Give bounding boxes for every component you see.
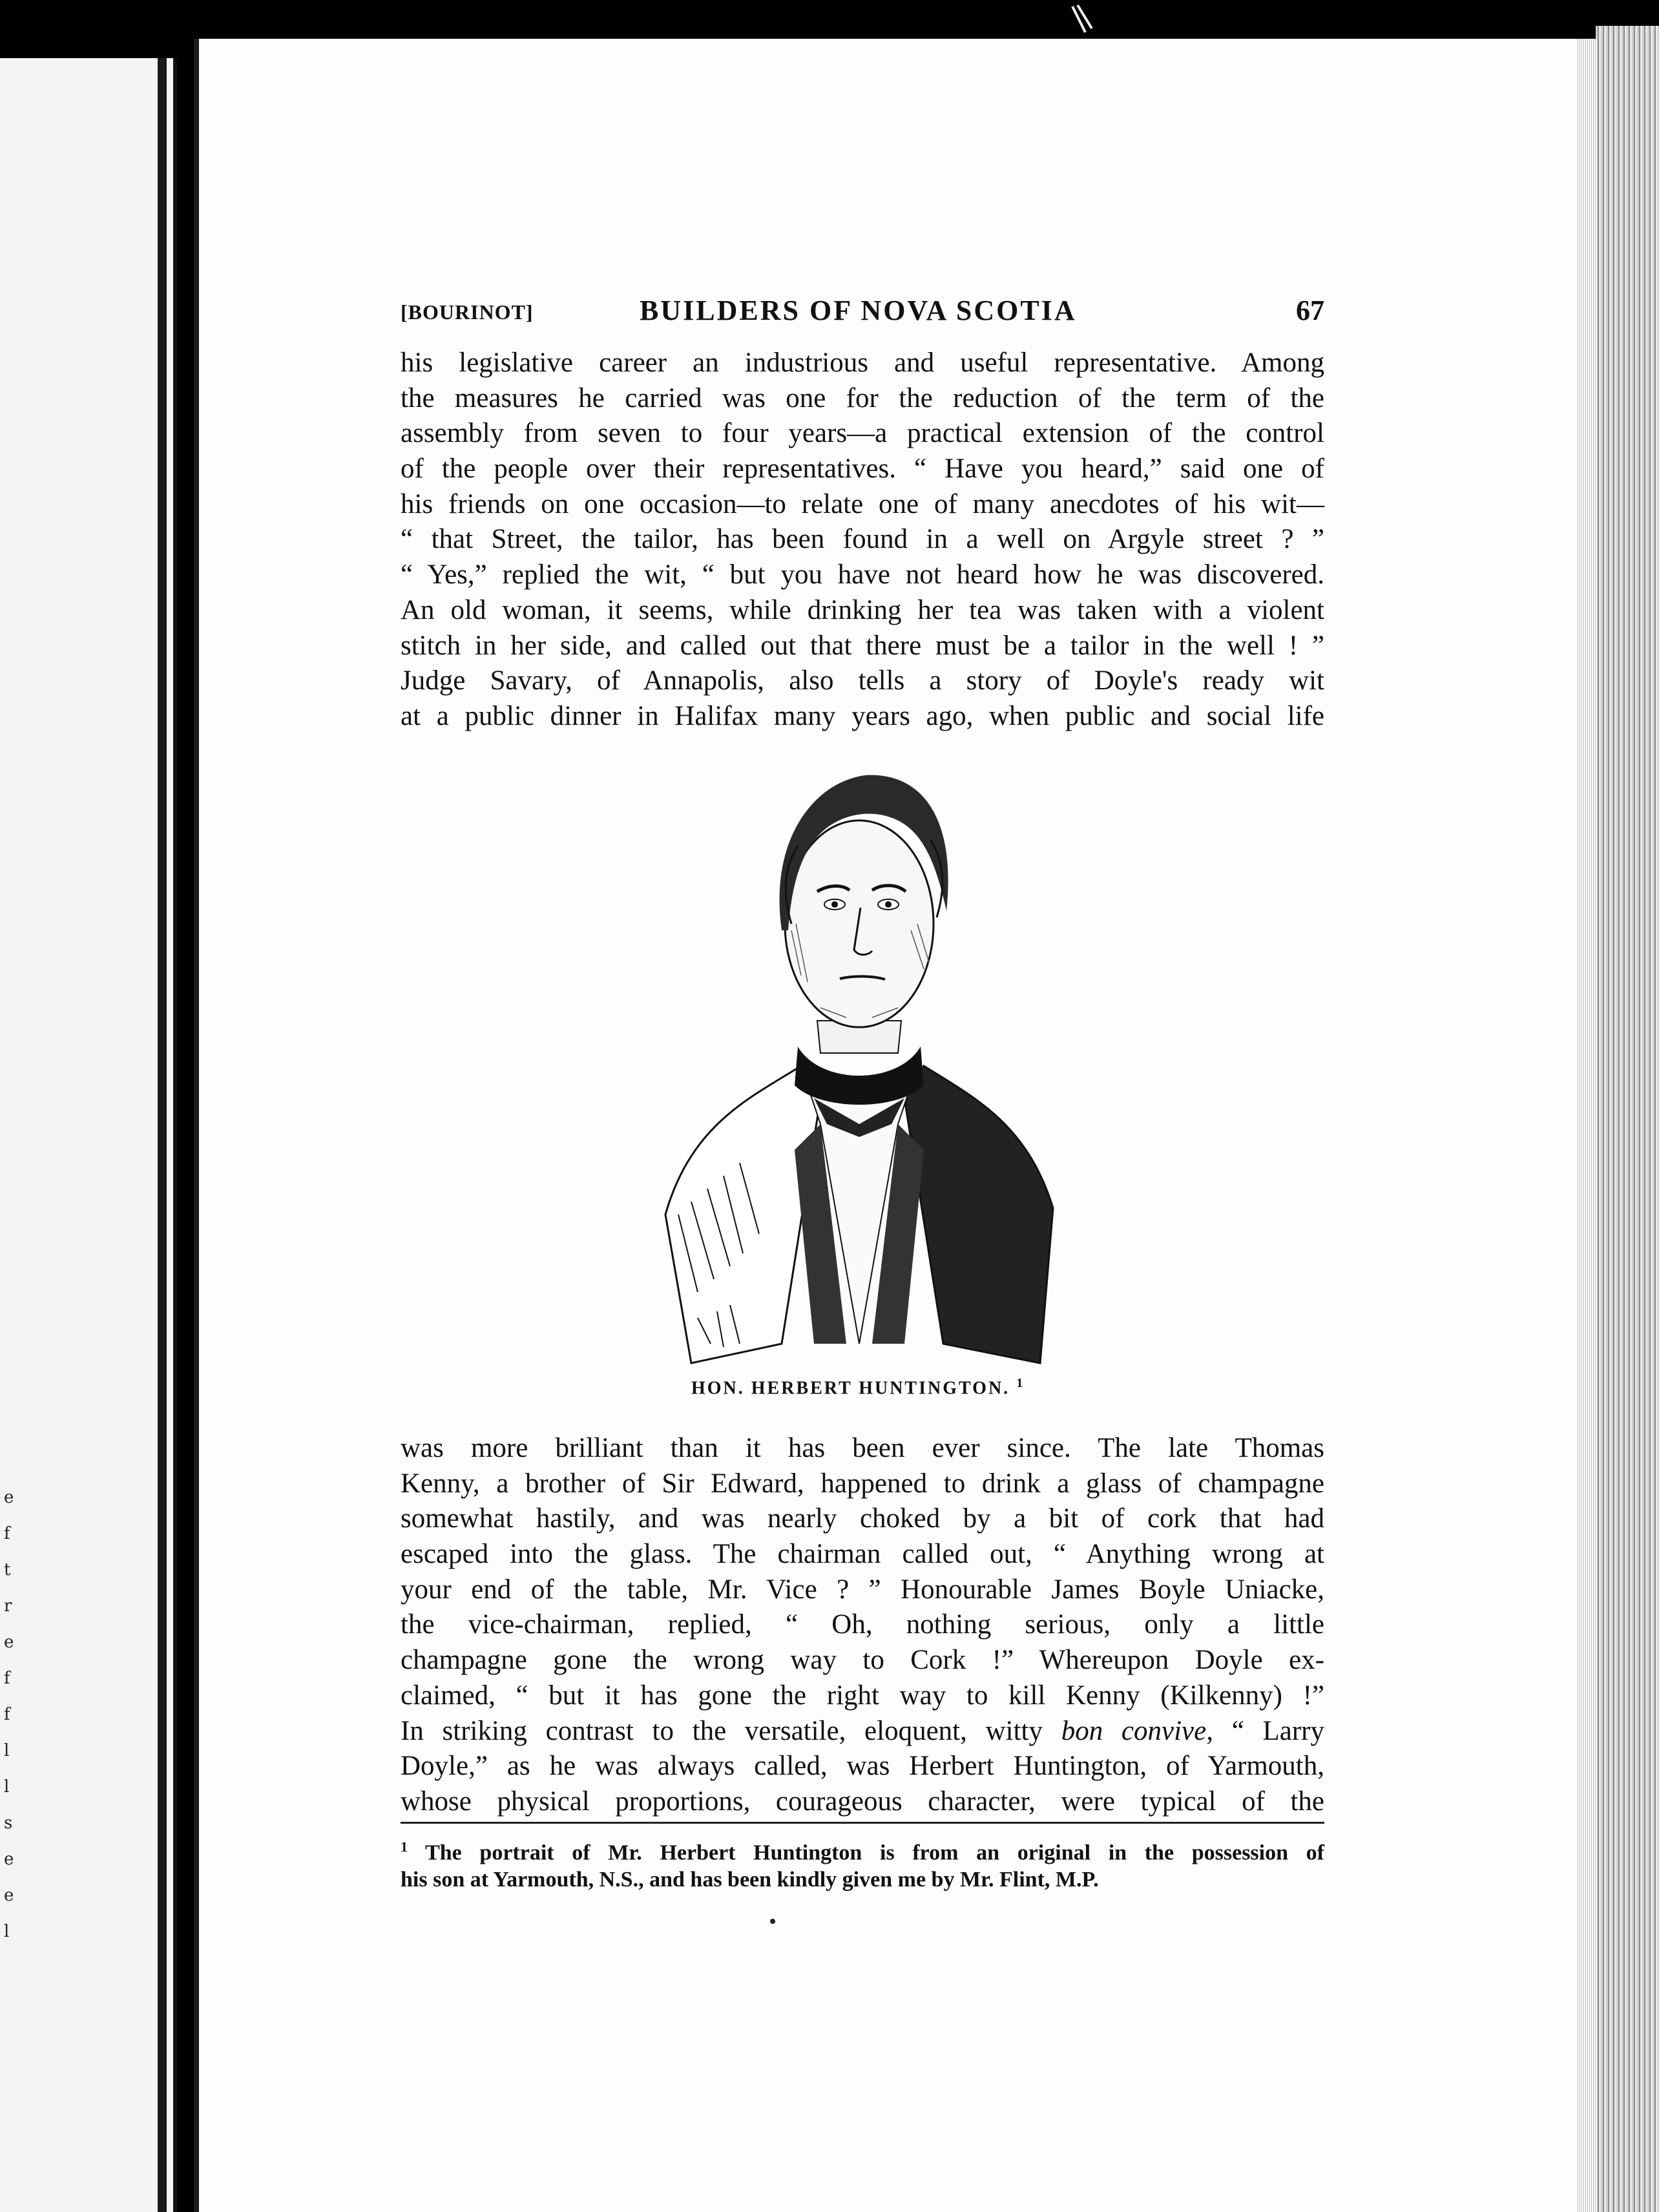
text-line: his legislative career an industrious and useful representative. Among — [401, 348, 1324, 378]
body-text-bottom — [401, 1431, 1324, 1820]
left-page-edge — [0, 58, 177, 2212]
running-head-author: [BOURINOT] — [401, 300, 534, 324]
text-line: “ that Street, the tailor, has been found in a well on Argyle street ? ” — [401, 524, 1324, 555]
text-line: stitch in her side, and called out that there must be a tailor in the well ! ” — [401, 630, 1324, 661]
footnote-text-1: The portrait of Mr. Herbert Huntington is from an original in the possession of — [425, 1841, 1324, 1865]
text-line: Kenny, a brother of Sir Edward, happened to drink a glass of champagne — [401, 1468, 1324, 1499]
text-line: assembly from seven to four years—a practical extension of the control — [401, 418, 1324, 449]
text-line: Judge Savary, of Annapolis, also tells a story of Doyle's ready wit — [401, 665, 1324, 696]
page-number: 67 — [1296, 295, 1324, 326]
text-line: your end of the table, Mr. Vice ? ” Honourable James Boyle Uniacke, — [401, 1574, 1324, 1605]
scan-artifact-mark — [1066, 0, 1105, 39]
gutter-shadow — [158, 58, 167, 2212]
text-line: Doyle,” as he was always called, was Herbert Huntington, of Yarmouth, — [401, 1751, 1324, 1782]
footnote-rule — [401, 1822, 1324, 1824]
footnote-line-1 — [401, 1833, 1324, 1866]
text-line: An old woman, it seems, while drinking her tea was taken with a violent — [401, 594, 1324, 625]
text-line: his friends on one occasion—to relate one of many anecdotes of his wit— — [401, 488, 1324, 519]
caption-note-mark: 1 — [1016, 1376, 1023, 1390]
text-line: whose physical proportions, courageous character, were typical of the — [401, 1786, 1324, 1817]
left-page-fragment-letters: e f t r e f f l l s e e l — [4, 1488, 14, 1941]
running-head-title: BUILDERS OF NOVA SCOTIA — [640, 295, 1077, 326]
footnote-line-2: his son at Yarmouth, N.S., and has been kindly given me by Mr. Flint, M.P. — [401, 1868, 1099, 1892]
text-line: the measures he carried was one for the reduction of the term of the — [401, 382, 1324, 413]
text-line: at a public dinner in Halifax many years ago, when public and social life — [401, 700, 1324, 731]
printer-dot — [770, 1919, 775, 1924]
text-line: the vice-chairman, replied, “ Oh, nothing serious, only a little — [401, 1609, 1324, 1640]
portrait-engraving — [652, 762, 1066, 1376]
caption-text: HON. HERBERT HUNTINGTON. — [691, 1378, 1010, 1399]
footnote — [401, 1833, 1324, 1894]
figure-caption — [691, 1376, 1053, 1399]
text-line: of the people over their representatives. “ Have you heard,” said one of — [401, 454, 1324, 485]
footnote-mark: 1 — [401, 1839, 408, 1855]
running-head — [401, 294, 1324, 339]
body-text-top — [401, 346, 1324, 735]
italic-phrase: bon convive — [1061, 1715, 1207, 1746]
text-line: was more brilliant than it has been ever since. The late Thomas — [401, 1433, 1324, 1463]
text-line: escaped into the glass. The chairman called out, “ Anything wrong at — [401, 1539, 1324, 1570]
text-line: champagne gone the wrong way to Cork !” Whereupon Doyle ex- — [401, 1645, 1324, 1676]
page-edge-lines — [1576, 39, 1597, 2212]
text-line: “ Yes,” replied the wit, “ but you have not heard how he was discovered. — [401, 559, 1324, 590]
text-line: somewhat hastily, and was nearly choked by a bit of cork that had — [401, 1503, 1324, 1534]
text-line: In striking contrast to the versatile, eloquent, witty bon convive, “ Larry — [401, 1715, 1324, 1746]
text-line: claimed, “ but it has gone the right way to kill Kenny (Kilkenny) !” — [401, 1680, 1324, 1711]
page-stack-edge — [1596, 26, 1659, 2212]
